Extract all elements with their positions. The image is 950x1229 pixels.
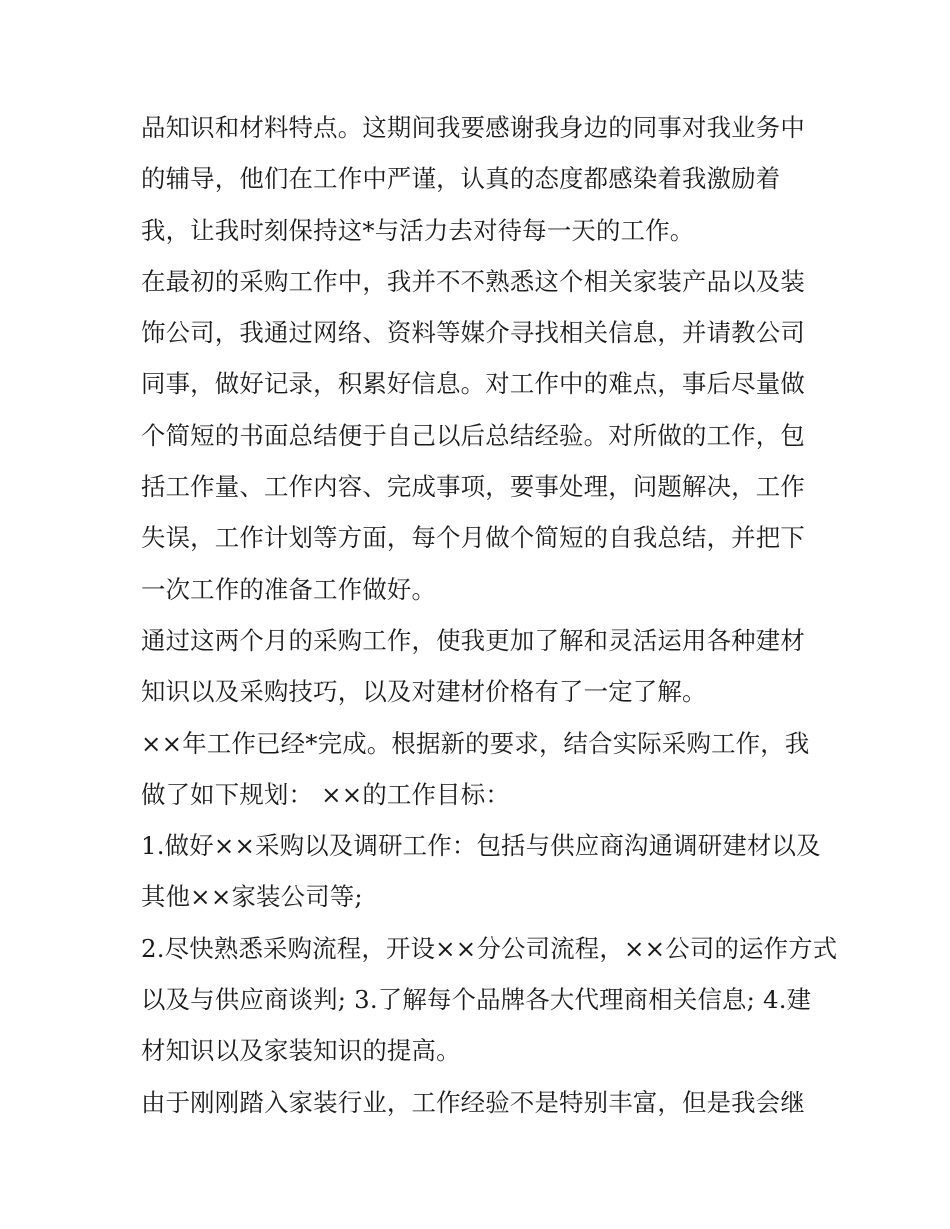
text-line: 以及与供应商谈判; 3.了解每个品牌各大代理商相关信息; 4.建 <box>141 985 812 1015</box>
text-line: 材知识以及家装知识的提高。 <box>141 1036 461 1066</box>
text-line: 失误，工作计划等方面，每个月做个简短的自我总结，并把下 <box>141 523 805 553</box>
text-line: 饰公司，我通过网络、资料等媒介寻找相关信息，并请教公司 <box>141 318 805 348</box>
paragraph-3 <box>141 615 821 718</box>
text-line: 做了如下规划： ××的工作目标： <box>141 779 510 809</box>
paragraph-2 <box>141 256 821 615</box>
text-line: 知识以及采购技巧，以及对建材价格有了一定了解。 <box>141 677 707 707</box>
text-line: 1.做好××采购以及调研工作：包括与供应商沟通调研建材以及 <box>141 831 821 861</box>
text-line: 其他××家装公司等; <box>141 882 363 912</box>
text-line: 一次工作的准备工作做好。 <box>141 574 437 604</box>
text-line: 品知识和材料特点。这期间我要感谢我身边的同事对我业务中 <box>141 113 805 142</box>
paragraph-7 <box>141 1077 821 1128</box>
text-line: 由于刚刚踏入家装行业，工作经验不是特别丰富，但是我会继 <box>141 1087 805 1117</box>
document-body <box>141 102 838 1128</box>
text-line: 个简短的书面总结便于自己以后总结经验。对所做的工作，包 <box>141 420 805 450</box>
paragraph-4 <box>141 718 821 821</box>
paragraph-5-list-item-1 <box>141 820 821 923</box>
paragraph-6-list-items-2-4 <box>141 923 838 1077</box>
text-line: 2.尽快熟悉采购流程，开设××分公司流程，××公司的运作方式 <box>141 933 838 963</box>
text-line: 通过这两个月的采购工作，使我更加了解和灵活运用各种建材 <box>141 625 805 655</box>
text-line: 的辅导，他们在工作中严谨，认真的态度都感染着我激励着 <box>141 164 781 194</box>
text-line: 我，让我时刻保持这*与活力去对待每一天的工作。 <box>141 215 695 245</box>
text-line: 括工作量、工作内容、完成事项，要事处理，问题解决，工作 <box>141 472 805 502</box>
paragraph-1 <box>141 102 821 256</box>
text-line: 同事，做好记录，积累好信息。对工作中的难点，事后尽量做 <box>141 369 805 399</box>
text-line: 在最初的采购工作中，我并不不熟悉这个相关家装产品以及装 <box>141 266 805 296</box>
text-line: ××年工作已经*完成。根据新的要求，结合实际采购工作，我 <box>141 728 810 758</box>
